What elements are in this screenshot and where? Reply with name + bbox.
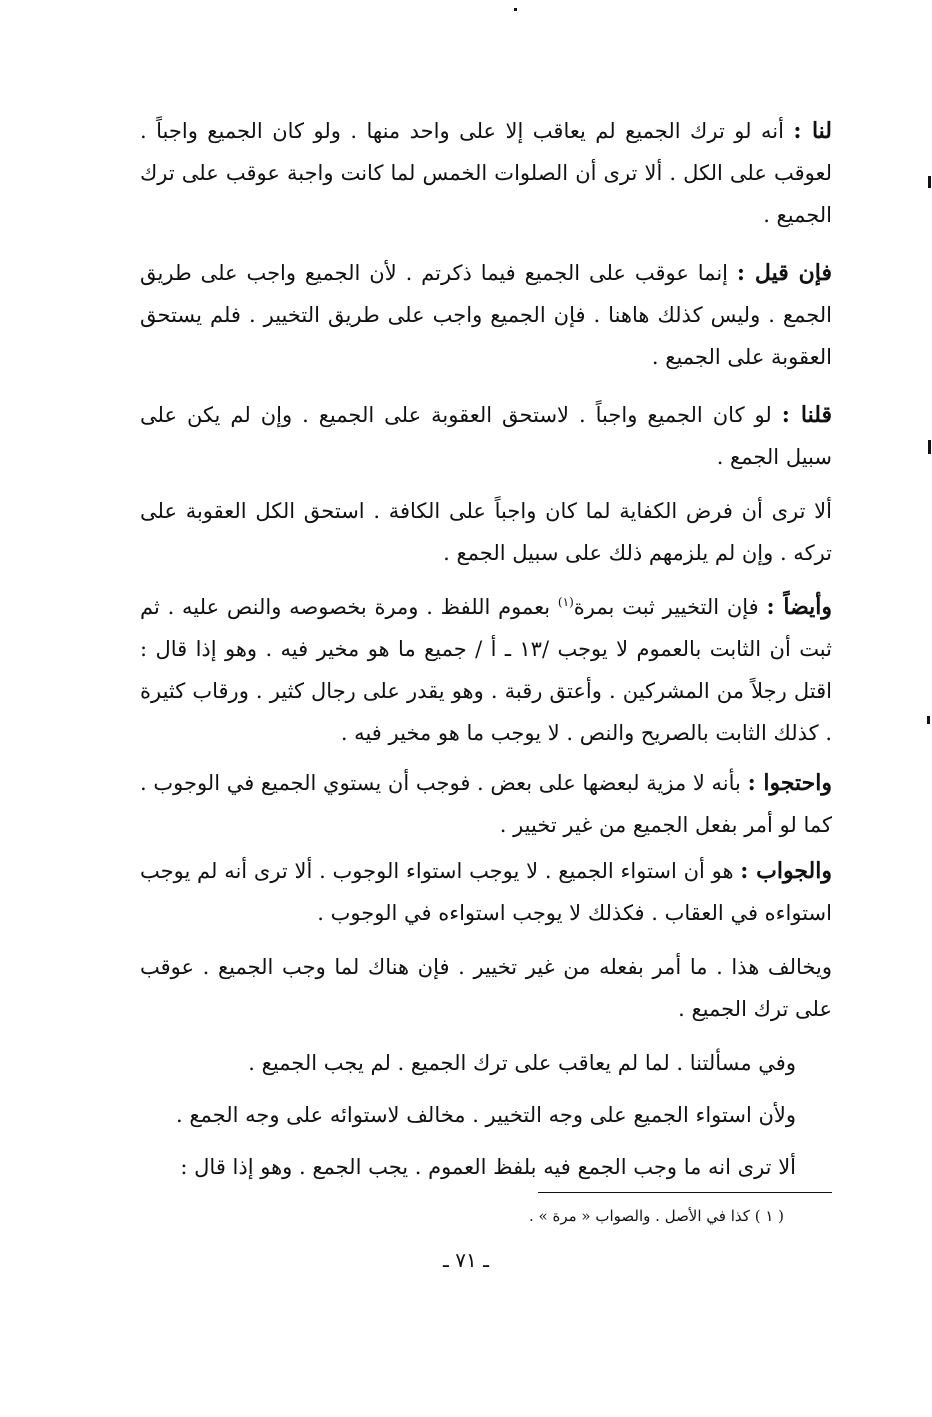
paragraph-text: بأنه لا مزية لبعضها على بعض . فوجب أن يستوي الجميع في الوجوب . كما لو أمر بفعل الجميع من غير تخيير . — [140, 771, 832, 837]
paragraph-7 — [140, 850, 832, 934]
paragraph-4 — [140, 490, 832, 574]
paragraph-keyword: فإن قيل : — [736, 260, 832, 286]
paragraph-text: لو كان الجميع واجباً . لاستحق العقوبة على الجميع . وإن لم يكن على سبيل الجمع . — [140, 403, 832, 469]
paragraph-text: هو أن استواء الجميع . لا يوجب استواء الوجوب . ألا ترى أنه لم يوجب استواءه في العقاب . فكذلك لا يوجب استواءه في الوجوب . — [140, 859, 832, 925]
margin-mark — [927, 716, 930, 724]
paragraph-2 — [140, 252, 832, 378]
paragraph-6 — [140, 762, 832, 846]
paragraph-keyword: والجواب : — [740, 858, 832, 884]
footnote-separator — [538, 1192, 832, 1193]
paragraph-keyword: وأيضاً : — [766, 594, 833, 620]
paragraph-5 — [140, 586, 832, 754]
paragraph-keyword: لنا : — [793, 118, 832, 144]
paragraph-text: إنما عوقب على الجميع فيما ذكرتم . لأن الجميع واجب على طريق الجمع . وليس كذلك هاهنا . فإن الجميع واجب على طريق التخيير . فلم يستحق العقوبة على الجميع . — [140, 261, 832, 369]
paragraph-keyword: واحتجوا : — [747, 770, 832, 796]
paragraph-1 — [140, 110, 832, 236]
paragraph-keyword: قلنا : — [781, 402, 833, 428]
paragraph-text: ولأن استواء الجميع على وجه التخيير . مخالف لاستوائه على وجه الجمع . — [175, 1103, 796, 1127]
paragraph-text: أنه لو ترك الجميع لم يعاقب إلا على واحد منها . ولو كان الجميع واجباً . لعوقب على الكل . ألا ترى أن الصلوات الخمس لما كانت واجبة عوقب على ترك الجميع . — [140, 119, 832, 227]
footnote: ( ١ ) كذا في الأصل . والصواب « مرة » . — [529, 1207, 784, 1225]
footnote-reference: (١) — [557, 595, 574, 609]
scan-speck — [514, 8, 517, 11]
paragraph-8 — [140, 946, 832, 1030]
paragraph-text: ألا ترى انه ما وجب الجمع فيه بلفظ العموم . يجب الجمع . وهو إذا قال : — [180, 1155, 796, 1179]
paragraph-text: ويخالف هذا . ما أمر بفعله من غير تخيير . فإن هناك لما وجب الجميع . عوقب على ترك الجميع . — [140, 955, 832, 1021]
page-number: ـ ٧١ ـ — [443, 1248, 489, 1272]
paragraph-text: بعموم اللفظ . ومرة بخصوصه والنص عليه . ثم ثبت أن الثابت بالعموم لا يوجب /١٣ ـ أ / جميع ما هو مخير فيه . وهو إذا قال : اقتل رجلاً من المشركين . وأعتق رقبة . وهو يقدر على رجال كثير . ورقاب كثيرة . كذلك الثابت بالصريح والنص . لا يوجب ما هو مخير فيه . — [140, 595, 832, 745]
paragraph-11 — [140, 1146, 832, 1188]
paragraph-3 — [140, 394, 832, 478]
paragraph-text: وفي مسألتنا . لما لم يعاقب على ترك الجميع . لم يجب الجميع . — [248, 1051, 796, 1075]
paragraph-text: ألا ترى أن فرض الكفاية لما كان واجباً على الكافة . استحق الكل العقوبة على تركه . وإن لم يلزمهم ذلك على سبيل الجمع . — [140, 499, 832, 565]
paragraph-text-before-ref: فإن التخيير ثبت بمرة — [573, 595, 767, 619]
paragraph-10 — [140, 1094, 832, 1136]
margin-mark — [928, 440, 931, 454]
paragraph-9 — [140, 1042, 832, 1084]
margin-mark — [928, 176, 931, 188]
